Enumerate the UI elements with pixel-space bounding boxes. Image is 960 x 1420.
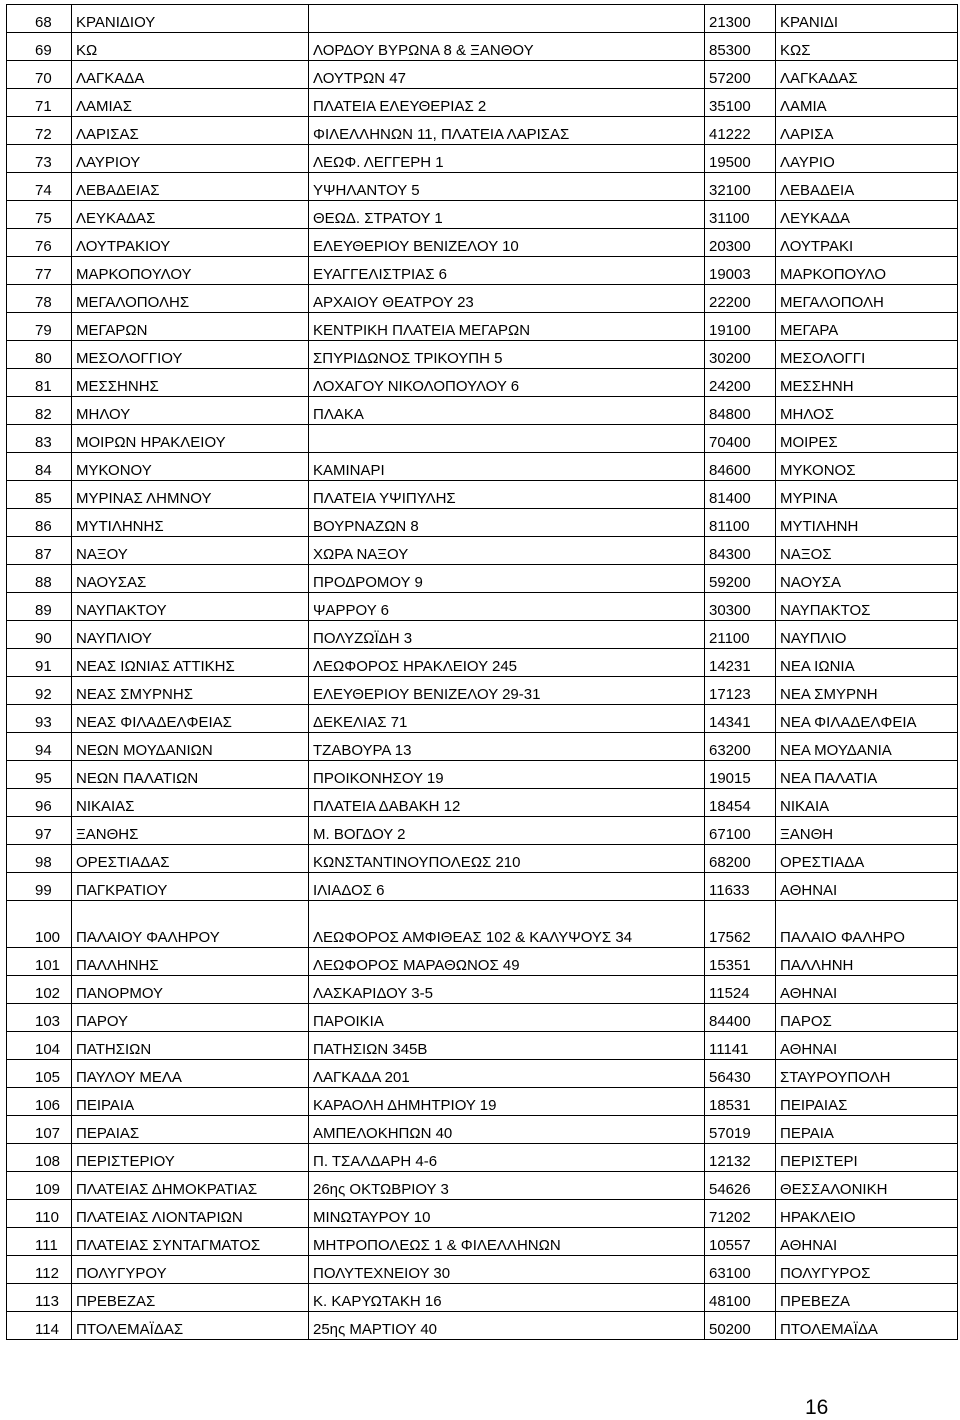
branch-address: ΛΕΩΦΟΡΟΣ ΗΡΑΚΛΕΙΟΥ 245 (309, 649, 705, 677)
row-number: 100 (7, 901, 72, 948)
branch-name: ΜΕΣΣΗΝΗΣ (72, 369, 309, 397)
row-number: 74 (7, 173, 72, 201)
branch-city: ΠΑΡΟΣ (776, 1004, 958, 1032)
branch-city: ΣΤΑΥΡΟΥΠΟΛΗ (776, 1060, 958, 1088)
table-row (7, 285, 958, 313)
table-row (7, 341, 958, 369)
branch-city: ΜΟΙΡΕΣ (776, 425, 958, 453)
row-number: 88 (7, 565, 72, 593)
table-row (7, 901, 958, 948)
branch-name: ΠΛΑΤΕΙΑΣ ΣΥΝΤΑΓΜΑΤΟΣ (72, 1228, 309, 1256)
branch-name: ΝΑΟΥΣΑΣ (72, 565, 309, 593)
table-row (7, 621, 958, 649)
row-number: 92 (7, 677, 72, 705)
table-row (7, 705, 958, 733)
branch-address: ΘΕΩΔ. ΣΤΡΑΤΟΥ 1 (309, 201, 705, 229)
row-number: 96 (7, 789, 72, 817)
branch-name: ΞΑΝΘΗΣ (72, 817, 309, 845)
postal-code: 18531 (705, 1088, 776, 1116)
postal-code: 56430 (705, 1060, 776, 1088)
branch-name: ΠΑΓΚΡΑΤΙΟΥ (72, 873, 309, 901)
table-row (7, 873, 958, 901)
postal-code: 17123 (705, 677, 776, 705)
postal-code: 71202 (705, 1200, 776, 1228)
branch-address: ΛΑΓΚΑΔΑ 201 (309, 1060, 705, 1088)
postal-code: 48100 (705, 1284, 776, 1312)
row-number: 73 (7, 145, 72, 173)
branch-city: ΠΤΟΛΕΜΑΪΔΑ (776, 1312, 958, 1340)
branch-address: ΤΖΑΒΟΥΡΑ 13 (309, 733, 705, 761)
table-row (7, 509, 958, 537)
table-row (7, 733, 958, 761)
branch-address: ΠΑΡΟΙΚΙΑ (309, 1004, 705, 1032)
row-number: 110 (7, 1200, 72, 1228)
branch-city: ΜΗΛΟΣ (776, 397, 958, 425)
postal-code: 11141 (705, 1032, 776, 1060)
branch-address: Π. ΤΣΑΛΔΑΡΗ 4-6 (309, 1144, 705, 1172)
branch-name: ΠΕΡΑΙΑΣ (72, 1116, 309, 1144)
branch-address: ΥΨΗΛΑΝΤΟΥ 5 (309, 173, 705, 201)
postal-code: 15351 (705, 948, 776, 976)
branch-city: ΛΑΥΡΙΟ (776, 145, 958, 173)
branch-address: ΚΑΜΙΝΑΡΙ (309, 453, 705, 481)
table-row (7, 789, 958, 817)
branch-city: ΑΘΗΝΑΙ (776, 873, 958, 901)
branch-name: ΝΕΑΣ ΦΙΛΑΔΕΛΦΕΙΑΣ (72, 705, 309, 733)
branch-name: ΠΛΑΤΕΙΑΣ ΔΗΜΟΚΡΑΤΙΑΣ (72, 1172, 309, 1200)
branch-city: ΛΕΥΚΑΔΑ (776, 201, 958, 229)
row-number: 87 (7, 537, 72, 565)
table-row (7, 425, 958, 453)
branch-name: ΠΡΕΒΕΖΑΣ (72, 1284, 309, 1312)
branch-name: ΝΑΥΠΑΚΤΟΥ (72, 593, 309, 621)
row-number: 94 (7, 733, 72, 761)
branch-address: ΛΟΡΔΟΥ ΒΥΡΩΝΑ 8 & ΞΑΝΘΟΥ (309, 33, 705, 61)
table-row (7, 649, 958, 677)
table-row (7, 229, 958, 257)
branch-city: ΘΕΣΣΑΛΟΝΙΚΗ (776, 1172, 958, 1200)
postal-code: 19003 (705, 257, 776, 285)
branch-address: ΜΙΝΩΤΑΥΡΟΥ 10 (309, 1200, 705, 1228)
table-row (7, 1116, 958, 1144)
branch-address: ΛΑΣΚΑΡΙΔΟΥ 3-5 (309, 976, 705, 1004)
row-number: 106 (7, 1088, 72, 1116)
branch-name: ΜΕΓΑΛΟΠΟΛΗΣ (72, 285, 309, 313)
branch-city: ΜΕΓΑΡΑ (776, 313, 958, 341)
row-number: 95 (7, 761, 72, 789)
branch-name: ΛΑΓΚΑΔΑ (72, 61, 309, 89)
table-row (7, 89, 958, 117)
row-number: 112 (7, 1256, 72, 1284)
row-number: 89 (7, 593, 72, 621)
branch-address: ΧΩΡΑ ΝΑΞΟΥ (309, 537, 705, 565)
table-row (7, 117, 958, 145)
row-number: 102 (7, 976, 72, 1004)
branch-address: ΙΛΙΑΔΟΣ 6 (309, 873, 705, 901)
table-row (7, 397, 958, 425)
branch-name: ΛΑΜΙΑΣ (72, 89, 309, 117)
branch-name: ΠΑΛΛΗΝΗΣ (72, 948, 309, 976)
postal-code: 31100 (705, 201, 776, 229)
branch-address: ΣΠΥΡΙΔΩΝΟΣ ΤΡΙΚΟΥΠΗ 5 (309, 341, 705, 369)
postal-code: 11524 (705, 976, 776, 1004)
postal-code: 24200 (705, 369, 776, 397)
branch-address: ΛΕΩΦΟΡΟΣ ΑΜΦΙΘΕΑΣ 102 & ΚΑΛΥΨΟΥΣ 34 (309, 901, 705, 948)
postal-code: 54626 (705, 1172, 776, 1200)
branch-city: ΜΑΡΚΟΠΟΥΛΟ (776, 257, 958, 285)
postal-code: 30300 (705, 593, 776, 621)
table-row (7, 1228, 958, 1256)
row-number: 70 (7, 61, 72, 89)
branch-name: ΜΗΛΟΥ (72, 397, 309, 425)
row-number: 105 (7, 1060, 72, 1088)
table-row (7, 5, 958, 33)
table-row (7, 1060, 958, 1088)
branch-name: ΜΕΣΟΛΟΓΓΙΟΥ (72, 341, 309, 369)
branch-address (309, 425, 705, 453)
table-row (7, 257, 958, 285)
branch-name: ΛΕΒΑΔΕΙΑΣ (72, 173, 309, 201)
branch-city: ΝΕΑ ΠΑΛΑΤΙΑ (776, 761, 958, 789)
postal-code: 18454 (705, 789, 776, 817)
postal-code: 84300 (705, 537, 776, 565)
branch-name: ΛΕΥΚΑΔΑΣ (72, 201, 309, 229)
branch-name: ΝΕΑΣ ΙΩΝΙΑΣ ΑΤΤΙΚΗΣ (72, 649, 309, 677)
branch-city: ΞΑΝΘΗ (776, 817, 958, 845)
row-number: 80 (7, 341, 72, 369)
table-row (7, 173, 958, 201)
row-number: 84 (7, 453, 72, 481)
branch-city: ΝΙΚΑΙΑ (776, 789, 958, 817)
postal-code: 70400 (705, 425, 776, 453)
table-row (7, 1032, 958, 1060)
branch-address: ΕΛΕΥΘΕΡΙΟΥ ΒΕΝΙΖΕΛΟΥ 10 (309, 229, 705, 257)
branch-city: ΠΟΛΥΓΥΡΟΣ (776, 1256, 958, 1284)
branch-address: ΑΡΧΑΙΟΥ ΘΕΑΤΡΟΥ 23 (309, 285, 705, 313)
branch-address: ΚΑΡΑΟΛΗ ΔΗΜΗΤΡΙΟΥ 19 (309, 1088, 705, 1116)
postal-code: 63200 (705, 733, 776, 761)
branch-city: ΜΕΣΟΛΟΓΓΙ (776, 341, 958, 369)
branch-name: ΚΡΑΝΙΔΙΟΥ (72, 5, 309, 33)
postal-code: 22200 (705, 285, 776, 313)
branch-address: ΠΛΑΚΑ (309, 397, 705, 425)
branch-address: ΑΜΠΕΛΟΚΗΠΩΝ 40 (309, 1116, 705, 1144)
branch-name: ΠΑΤΗΣΙΩΝ (72, 1032, 309, 1060)
branch-city: ΝΑΥΠΛΙΟ (776, 621, 958, 649)
branch-address: Κ. ΚΑΡΥΩΤΑΚΗ 16 (309, 1284, 705, 1312)
table-row (7, 845, 958, 873)
branch-city: ΝΕΑ ΣΜΥΡΝΗ (776, 677, 958, 705)
branch-name: ΜΥΚΟΝΟΥ (72, 453, 309, 481)
postal-code: 84800 (705, 397, 776, 425)
branch-address: ΕΛΕΥΘΕΡΙΟΥ ΒΕΝΙΖΕΛΟΥ 29-31 (309, 677, 705, 705)
branch-address: ΠΡΟΔΡΟΜΟΥ 9 (309, 565, 705, 593)
postal-code: 21300 (705, 5, 776, 33)
branch-name: ΜΥΤΙΛΗΝΗΣ (72, 509, 309, 537)
table-row (7, 1088, 958, 1116)
branch-city: ΝΑΞΟΣ (776, 537, 958, 565)
postal-code: 17562 (705, 901, 776, 948)
row-number: 78 (7, 285, 72, 313)
branch-city: ΠΕΡΑΙΑ (776, 1116, 958, 1144)
postal-code: 32100 (705, 173, 776, 201)
branch-address: ΛΟΧΑΓΟΥ ΝΙΚΟΛΟΠΟΥΛΟΥ 6 (309, 369, 705, 397)
branch-address: ΦΙΛΕΛΛΗΝΩΝ 11, ΠΛΑΤΕΙΑ ΛΑΡΙΣΑΣ (309, 117, 705, 145)
branch-city: ΜΕΓΑΛΟΠΟΛΗ (776, 285, 958, 313)
branch-city: ΠΕΡΙΣΤΕΡΙ (776, 1144, 958, 1172)
postal-code: 21100 (705, 621, 776, 649)
branch-city: ΗΡΑΚΛΕΙΟ (776, 1200, 958, 1228)
branch-city: ΚΡΑΝΙΔΙ (776, 5, 958, 33)
table-row (7, 677, 958, 705)
postal-code: 84400 (705, 1004, 776, 1032)
branch-address: ΕΥΑΓΓΕΛΙΣΤΡΙΑΣ 6 (309, 257, 705, 285)
row-number: 114 (7, 1312, 72, 1340)
branch-name: ΝΑΥΠΛΙΟΥ (72, 621, 309, 649)
table-row (7, 593, 958, 621)
branch-name: ΠΑΡΟΥ (72, 1004, 309, 1032)
branch-city: ΟΡΕΣΤΙΑΔΑ (776, 845, 958, 873)
row-number: 109 (7, 1172, 72, 1200)
branch-city: ΛΕΒΑΔΕΙΑ (776, 173, 958, 201)
branch-city: ΝΕΑ ΜΟΥΔΑΝΙΑ (776, 733, 958, 761)
row-number: 104 (7, 1032, 72, 1060)
postal-code: 19500 (705, 145, 776, 173)
table-row (7, 1004, 958, 1032)
branch-name: ΠΟΛΥΓΥΡΟΥ (72, 1256, 309, 1284)
branch-city: ΛΑΓΚΑΔΑΣ (776, 61, 958, 89)
page-number: 16 (805, 1396, 829, 1419)
row-number: 93 (7, 705, 72, 733)
branch-address: ΚΩΝΣΤΑΝΤΙΝΟΥΠΟΛΕΩΣ 210 (309, 845, 705, 873)
row-number: 75 (7, 201, 72, 229)
table-row (7, 481, 958, 509)
branch-city: ΠΕΙΡΑΙΑΣ (776, 1088, 958, 1116)
branch-address: 25ης ΜΑΡΤΙΟΥ 40 (309, 1312, 705, 1340)
branch-address: ΔΕΚΕΛΙΑΣ 71 (309, 705, 705, 733)
row-number: 72 (7, 117, 72, 145)
postal-code: 30200 (705, 341, 776, 369)
postal-code: 50200 (705, 1312, 776, 1340)
branch-name: ΝΑΞΟΥ (72, 537, 309, 565)
branch-address: ΛΕΩΦΟΡΟΣ ΜΑΡΑΘΩΝΟΣ 49 (309, 948, 705, 976)
branch-city: ΑΘΗΝΑΙ (776, 976, 958, 1004)
branch-name: ΜΑΡΚΟΠΟΥΛΟΥ (72, 257, 309, 285)
row-number: 97 (7, 817, 72, 845)
branch-name: ΠΕΡΙΣΤΕΡΙΟΥ (72, 1144, 309, 1172)
row-number: 98 (7, 845, 72, 873)
branch-city: ΠΑΛΛΗΝΗ (776, 948, 958, 976)
table-row (7, 369, 958, 397)
row-number: 90 (7, 621, 72, 649)
postal-code: 57200 (705, 61, 776, 89)
branch-city: ΛΑΡΙΣΑ (776, 117, 958, 145)
postal-code: 41222 (705, 117, 776, 145)
postal-code: 57019 (705, 1116, 776, 1144)
row-number: 71 (7, 89, 72, 117)
branch-city: ΝΑΥΠΑΚΤΟΣ (776, 593, 958, 621)
table-row (7, 313, 958, 341)
table-row (7, 1172, 958, 1200)
table-row (7, 145, 958, 173)
row-number: 91 (7, 649, 72, 677)
branch-address: ΨΑΡΡΟΥ 6 (309, 593, 705, 621)
branch-name: ΜΕΓΑΡΩΝ (72, 313, 309, 341)
table-row (7, 453, 958, 481)
branch-address (309, 5, 705, 33)
branch-address: 26ης ΟΚΤΩΒΡΙΟΥ 3 (309, 1172, 705, 1200)
postal-code: 20300 (705, 229, 776, 257)
postal-code: 10557 (705, 1228, 776, 1256)
postal-code: 14341 (705, 705, 776, 733)
row-number: 86 (7, 509, 72, 537)
postal-code: 19015 (705, 761, 776, 789)
postal-code: 63100 (705, 1256, 776, 1284)
row-number: 76 (7, 229, 72, 257)
branch-address: ΛΕΩΦ. ΛΕΓΓΕΡΗ 1 (309, 145, 705, 173)
postal-code: 81100 (705, 509, 776, 537)
branch-name: ΝΙΚΑΙΑΣ (72, 789, 309, 817)
table-row (7, 33, 958, 61)
postal-code: 19100 (705, 313, 776, 341)
row-number: 83 (7, 425, 72, 453)
postal-code: 12132 (705, 1144, 776, 1172)
branch-address: ΠΟΛΥΤΕΧΝΕΙΟΥ 30 (309, 1256, 705, 1284)
branch-address: Μ. ΒΟΓΔΟΥ 2 (309, 817, 705, 845)
row-number: 103 (7, 1004, 72, 1032)
table-row (7, 1144, 958, 1172)
table-row (7, 1200, 958, 1228)
branch-name: ΝΕΑΣ ΣΜΥΡΝΗΣ (72, 677, 309, 705)
branch-name: ΠΑΝΟΡΜΟΥ (72, 976, 309, 1004)
row-number: 81 (7, 369, 72, 397)
row-number: 77 (7, 257, 72, 285)
branch-city: ΝΑΟΥΣΑ (776, 565, 958, 593)
postal-code: 14231 (705, 649, 776, 677)
postal-code: 59200 (705, 565, 776, 593)
row-number: 82 (7, 397, 72, 425)
postal-code: 81400 (705, 481, 776, 509)
branch-city: ΝΕΑ ΦΙΛΑΔΕΛΦΕΙΑ (776, 705, 958, 733)
branch-name: ΝΕΩΝ ΜΟΥΔΑΝΙΩΝ (72, 733, 309, 761)
branch-city: ΠΡΕΒΕΖΑ (776, 1284, 958, 1312)
table-row (7, 948, 958, 976)
branch-city: ΜΥΤΙΛΗΝΗ (776, 509, 958, 537)
row-number: 99 (7, 873, 72, 901)
row-number: 79 (7, 313, 72, 341)
table-row (7, 1312, 958, 1340)
branch-name: ΛΟΥΤΡΑΚΙΟΥ (72, 229, 309, 257)
postal-code: 35100 (705, 89, 776, 117)
table-row (7, 976, 958, 1004)
branch-city: ΜΥΚΟΝΟΣ (776, 453, 958, 481)
table-row (7, 61, 958, 89)
branch-city: ΛΟΥΤΡΑΚΙ (776, 229, 958, 257)
branch-name: ΜΥΡΙΝΑΣ ΛΗΜΝΟΥ (72, 481, 309, 509)
branch-name: ΠΑΛΑΙΟΥ ΦΑΛΗΡΟΥ (72, 901, 309, 948)
branch-address: ΛΟΥΤΡΩΝ 47 (309, 61, 705, 89)
branch-city: ΜΥΡΙΝΑ (776, 481, 958, 509)
row-number: 69 (7, 33, 72, 61)
table-row (7, 201, 958, 229)
table-row (7, 565, 958, 593)
branch-list-table (6, 4, 958, 1340)
branch-name: ΠΛΑΤΕΙΑΣ ΛΙΟΝΤΑΡΙΩΝ (72, 1200, 309, 1228)
branch-address: ΠΛΑΤΕΙΑ ΔΑΒΑΚΗ 12 (309, 789, 705, 817)
branch-address: ΠΑΤΗΣΙΩΝ 345Β (309, 1032, 705, 1060)
branch-city: ΚΩΣ (776, 33, 958, 61)
branch-city: ΠΑΛΑΙΟ ΦΑΛΗΡΟ (776, 901, 958, 948)
branch-name: ΛΑΡΙΣΑΣ (72, 117, 309, 145)
row-number: 111 (7, 1228, 72, 1256)
branch-city: ΛΑΜΙΑ (776, 89, 958, 117)
postal-code: 67100 (705, 817, 776, 845)
branch-name: ΝΕΩΝ ΠΑΛΑΤΙΩΝ (72, 761, 309, 789)
postal-code: 84600 (705, 453, 776, 481)
row-number: 113 (7, 1284, 72, 1312)
branch-city: ΑΘΗΝΑΙ (776, 1032, 958, 1060)
table-row (7, 761, 958, 789)
branch-name: ΜΟΙΡΩΝ ΗΡΑΚΛΕΙΟΥ (72, 425, 309, 453)
branch-name: ΠΕΙΡΑΙΑ (72, 1088, 309, 1116)
table-row (7, 1284, 958, 1312)
row-number: 68 (7, 5, 72, 33)
branch-address: ΒΟΥΡΝΑΖΩΝ 8 (309, 509, 705, 537)
postal-code: 11633 (705, 873, 776, 901)
row-number: 108 (7, 1144, 72, 1172)
row-number: 107 (7, 1116, 72, 1144)
branch-city: ΑΘΗΝΑΙ (776, 1228, 958, 1256)
branch-name: ΛΑΥΡΙΟΥ (72, 145, 309, 173)
table-row (7, 817, 958, 845)
branch-name: ΠΑΥΛΟΥ ΜΕΛΑ (72, 1060, 309, 1088)
branch-city: ΝΕΑ ΙΩΝΙΑ (776, 649, 958, 677)
row-number: 101 (7, 948, 72, 976)
branch-name: ΟΡΕΣΤΙΑΔΑΣ (72, 845, 309, 873)
branch-address: ΠΟΛΥΖΩΪΔΗ 3 (309, 621, 705, 649)
table-row (7, 1256, 958, 1284)
branch-address: ΠΛΑΤΕΙΑ ΥΨΙΠΥΛΗΣ (309, 481, 705, 509)
table-row (7, 537, 958, 565)
postal-code: 68200 (705, 845, 776, 873)
branch-address: ΠΡΟΙΚΟΝΗΣΟΥ 19 (309, 761, 705, 789)
branch-address: ΠΛΑΤΕΙΑ ΕΛΕΥΘΕΡΙΑΣ 2 (309, 89, 705, 117)
postal-code: 85300 (705, 33, 776, 61)
row-number: 85 (7, 481, 72, 509)
branch-city: ΜΕΣΣΗΝΗ (776, 369, 958, 397)
branch-address: ΚΕΝΤΡΙΚΗ ΠΛΑΤΕΙΑ ΜΕΓΑΡΩΝ (309, 313, 705, 341)
branch-name: ΚΩ (72, 33, 309, 61)
branch-address: ΜΗΤΡΟΠΟΛΕΩΣ 1 & ΦΙΛΕΛΛΗΝΩΝ (309, 1228, 705, 1256)
branch-name: ΠΤΟΛΕΜΑΪΔΑΣ (72, 1312, 309, 1340)
